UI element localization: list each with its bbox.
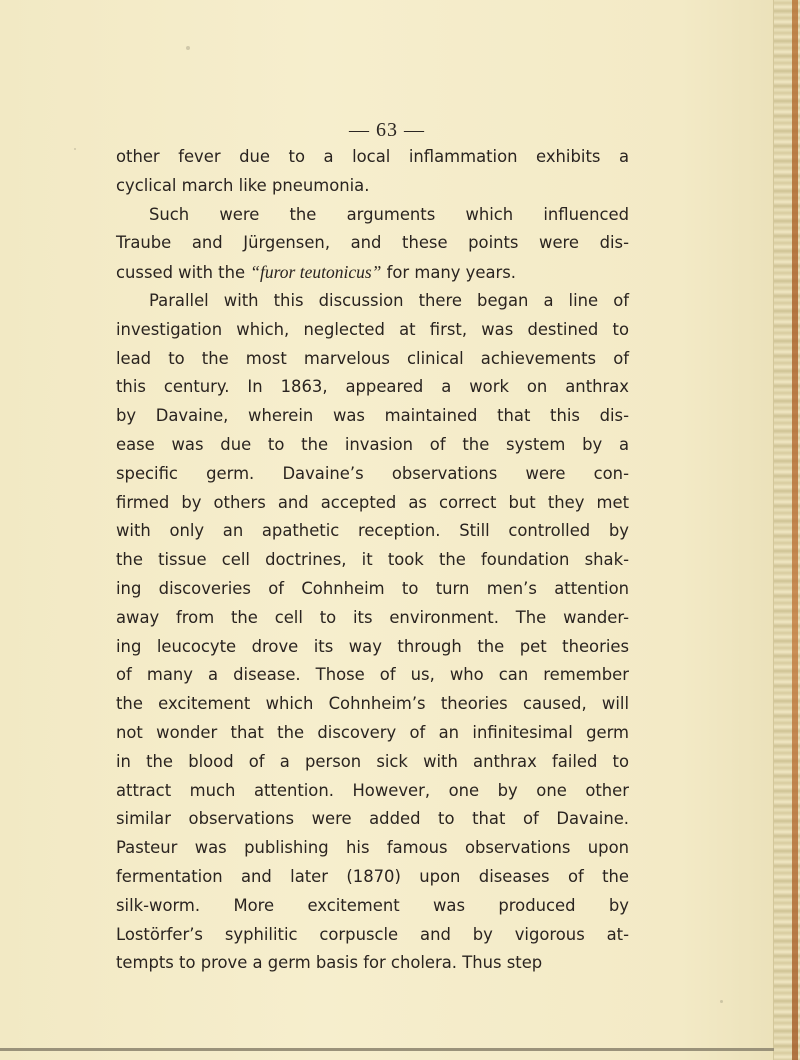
- text-line: not wonder that the discovery of an infinitesimal germ: [116, 722, 629, 742]
- text-line: the excitement which Cohnheim’s theories caused, will: [116, 694, 629, 714]
- page-number: — 63 —: [349, 119, 425, 141]
- text-line: the tissue cell doctrines, it took the foundation shak-: [116, 550, 629, 570]
- paper-speck: [186, 46, 190, 50]
- text-line: other fever due to a local inflammation exhibits a: [116, 147, 629, 166]
- text-line: this century. In 1863, appeared a work on anthrax: [116, 377, 629, 397]
- text-line: Traube and Jürgensen, and these points were dis-: [116, 233, 629, 253]
- text-line: with only an apathetic reception. Still controlled by: [116, 521, 629, 541]
- text-line: firmed by others and accepted as correct but they met: [116, 492, 629, 512]
- text-line: specific germ. Davaine’s observations were con-: [116, 463, 629, 483]
- text-line: ease was due to the invasion of the system by a: [116, 434, 629, 454]
- text-line: attract much attention. However, one by one other: [116, 780, 629, 800]
- text-line: ing leucocyte drove its way through the pet theories: [116, 636, 629, 656]
- text-line: away from the cell to its environment. The wander-: [116, 607, 629, 627]
- text-line: similar observations were added to that of Davaine.: [116, 809, 629, 829]
- text-line: silk-worm. More excitement was produced by: [116, 895, 629, 915]
- text-line: Lostörfer’s syphilitic corpuscle and by vigorous at-: [116, 924, 629, 944]
- text-line: Such were the arguments which influenced: [149, 204, 629, 224]
- body-text: [116, 143, 629, 978]
- text-line: [116, 258, 629, 287]
- text-line: tempts to prove a germ basis for cholera. Thus step: [116, 953, 543, 973]
- text-line: investigation which, neglected at first, was destined to: [116, 319, 629, 339]
- paper-speck: [720, 1000, 723, 1003]
- text-line: ing discoveries of Cohnheim to turn men’s attention: [116, 578, 629, 598]
- bottom-rule: [0, 1048, 774, 1051]
- text-line: fermentation and later (1870) upon diseases of the: [116, 866, 629, 886]
- text-line: by Davaine, wherein was maintained that this dis-: [116, 406, 629, 426]
- paper-speck: [74, 148, 76, 150]
- text-line: cyclical march like pneumonia.: [116, 175, 370, 195]
- text-span: cussed with the: [116, 263, 251, 283]
- text-line: Pasteur was publishing his famous observations upon: [116, 838, 629, 858]
- text-line: Parallel with this discussion there began a line of: [149, 290, 629, 310]
- text-line: in the blood of a person sick with anthrax failed to: [116, 751, 629, 771]
- text-line: lead to the most marvelous clinical achievements of: [116, 348, 629, 368]
- text-line: of many a disease. Those of us, who can remember: [116, 665, 629, 685]
- text-span: for many years.: [381, 263, 516, 283]
- page-edge-binding: [792, 0, 798, 1060]
- italic-phrase: “furor teutonicus”: [250, 262, 382, 283]
